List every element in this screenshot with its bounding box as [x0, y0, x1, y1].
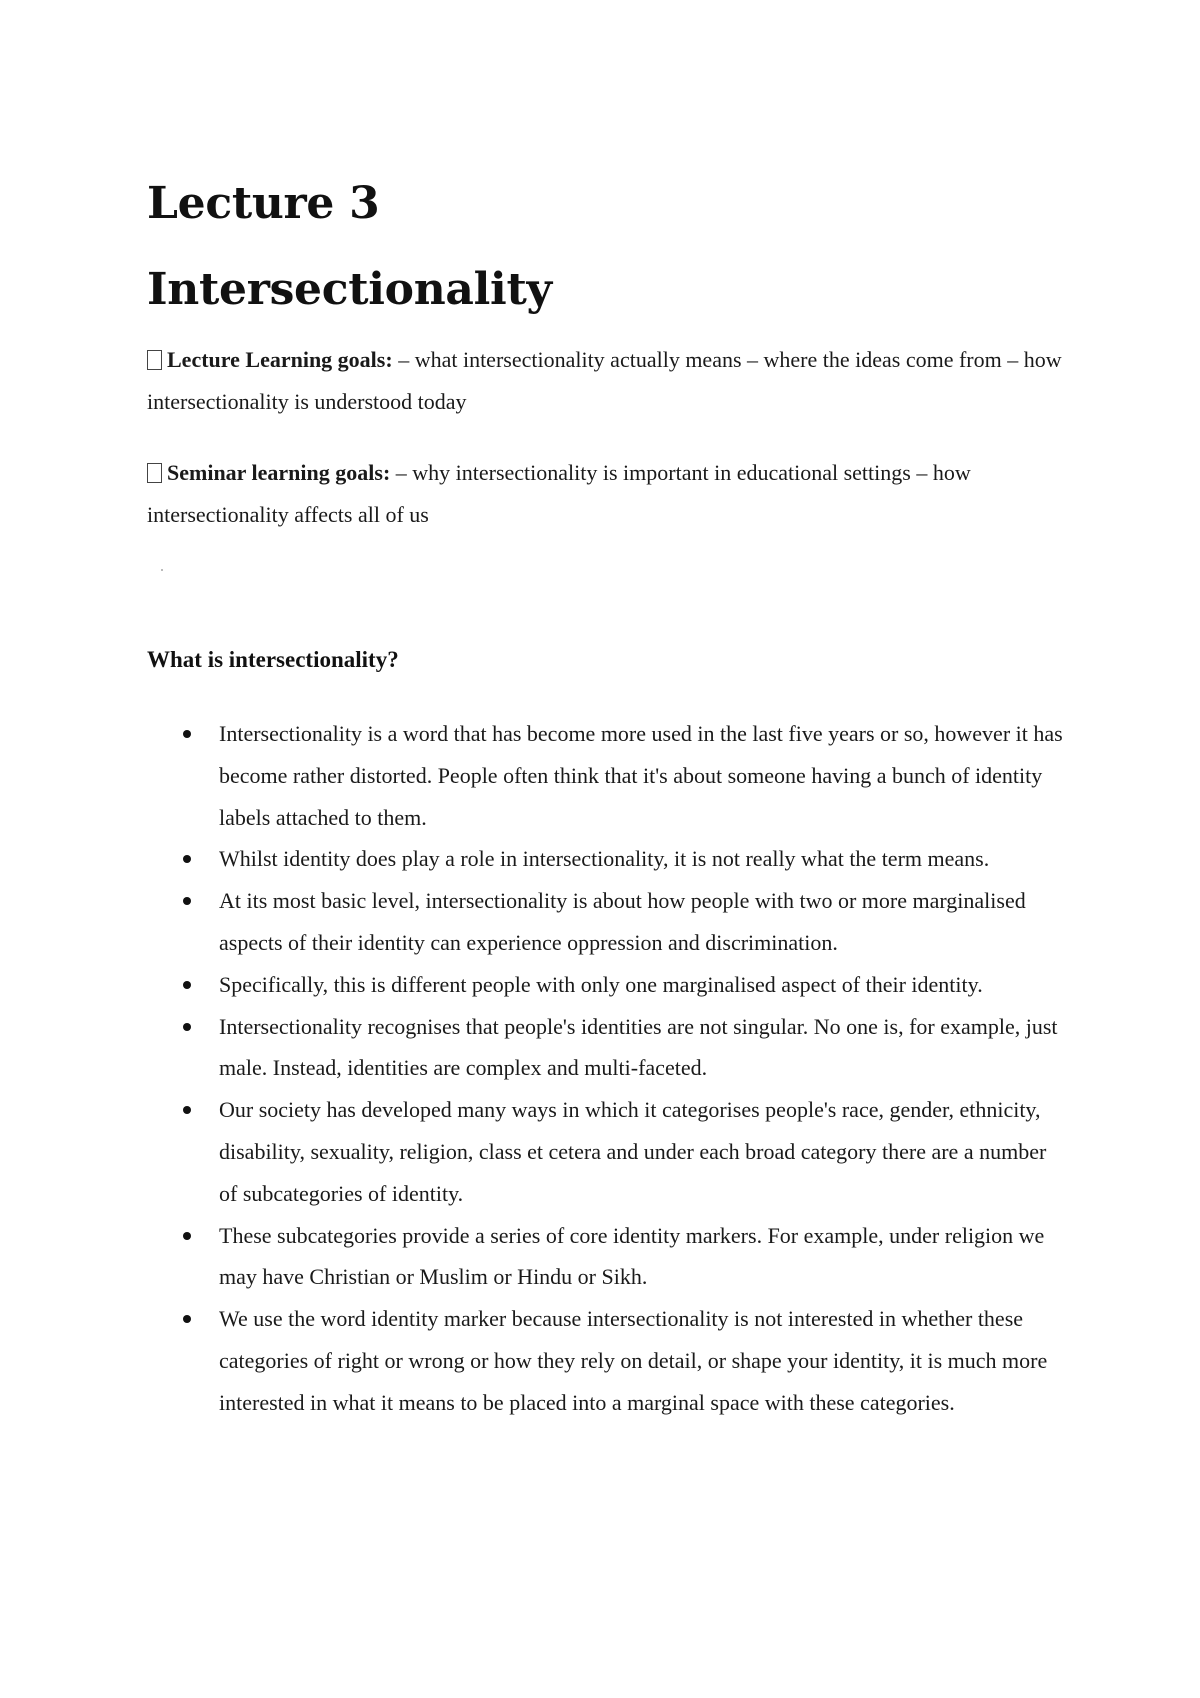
list-item [0, 713, 1200, 838]
list-item-text: Specifically, this is different people with only one marginalised aspect of their identity. [219, 971, 983, 997]
list-item [0, 1215, 1200, 1299]
bullet-icon [183, 897, 191, 905]
list-item [0, 1006, 1200, 1090]
lecture-goals-text: – what intersectionality actually means – where the ideas come from – how intersectionality is understood today [147, 347, 1062, 414]
seminar-goals-label: Seminar learning goals: [167, 460, 391, 485]
bullet-icon [183, 981, 191, 989]
missing-glyph-icon [147, 350, 162, 370]
list-item [0, 1298, 1200, 1423]
list-item-text: At its most basic level, intersectionality is about how people with two or more marginalised aspects of their identity can experience oppression and discrimination. [219, 888, 1026, 955]
list-item-text: Whilst identity does play a role in intersectionality, it is not really what the term means. [219, 846, 990, 872]
bullet-icon [183, 1106, 191, 1114]
seminar-goals-text: – why intersectionality is important in educational settings – how intersectionality affects all of us [147, 460, 971, 527]
bullet-icon [183, 855, 191, 863]
lecture-number-heading: Lecture 3 [147, 178, 380, 229]
lecture-goals-label: Lecture Learning goals: [167, 347, 393, 372]
bullet-icon [183, 730, 191, 738]
list-item-text: Intersectionality is a word that has become more used in the last five years or so, however it has become rather distorted. People often think that it's about someone having a bunch of identity labels attached to them. [219, 721, 1063, 830]
topic-title-heading: Intersectionality [147, 264, 552, 315]
bullet-list [0, 713, 1200, 1424]
bullet-icon [183, 1232, 191, 1240]
seminar-learning-goals [147, 452, 1067, 536]
bullet-icon [183, 1023, 191, 1031]
list-item [0, 880, 1200, 964]
list-item [0, 838, 1200, 880]
list-item [0, 964, 1200, 1006]
bullet-icon [183, 1315, 191, 1323]
stray-mark [161, 569, 163, 571]
list-item-text: Intersectionality recognises that people's identities are not singular. No one is, for example, just male. Instead, identities are complex and multi-faceted. [219, 1013, 1058, 1081]
list-item [0, 1089, 1200, 1214]
list-item-text: Our society has developed many ways in which it categorises people's race, gender, ethnicity, disability, sexuality, religion, class et cetera and under each broad category there are a number of subcategories of identity. [219, 1097, 1047, 1206]
list-item-text: We use the word identity marker because intersectionality is not interested in whether these categories of right or wrong or how they rely on detail, or shape your identity, it is much more interested in what it means to be placed into a marginal space with these categories. [219, 1306, 1048, 1415]
lecture-learning-goals [147, 339, 1067, 423]
list-item-text: These subcategories provide a series of core identity markers. For example, under religion we may have Christian or Muslim or Hindu or Sikh. [219, 1222, 1045, 1290]
section-heading: What is intersectionality? [147, 647, 399, 672]
missing-glyph-icon [147, 463, 162, 483]
